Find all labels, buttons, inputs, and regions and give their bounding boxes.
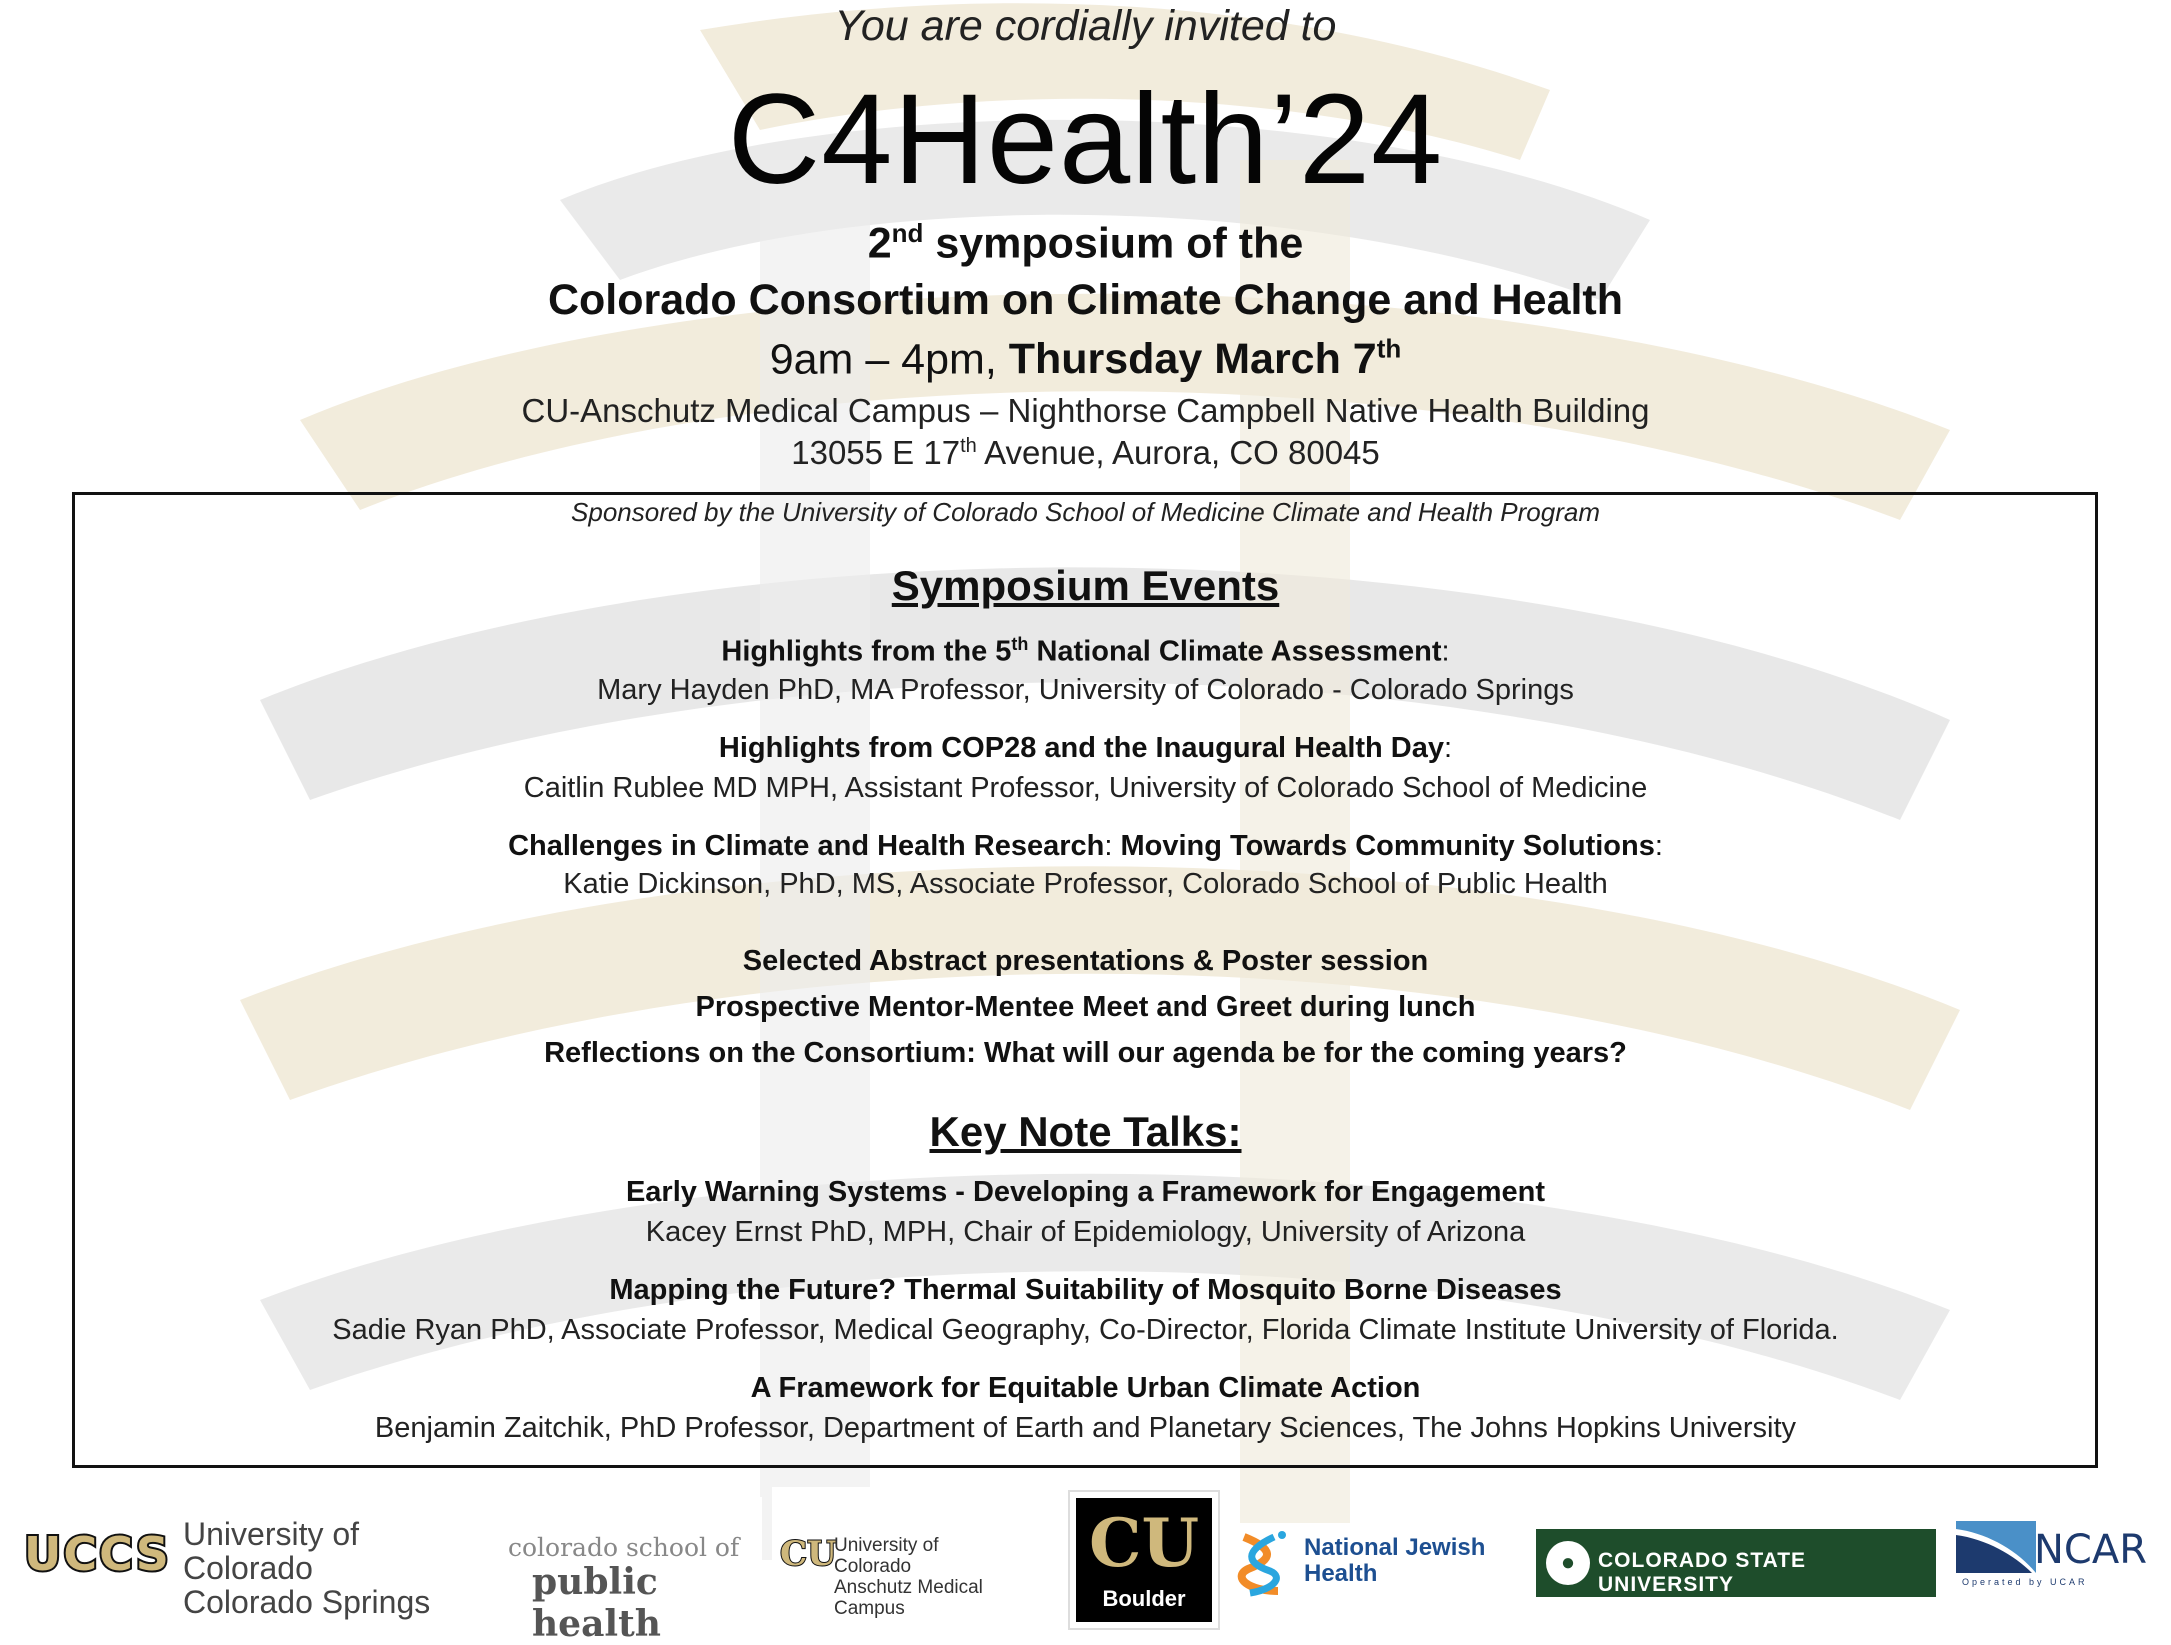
event-address [0,434,2171,472]
symposium-line [0,218,2171,268]
nj-name [1304,1535,1485,1587]
talk-3-sep: : [1104,830,1121,862]
nj-line2: Health [1304,1560,1378,1587]
talk-1-title-suffix: th [1011,634,1029,654]
talk-1-title-post: National Climate Assessment [1028,635,1442,668]
talk-1-title-pre: Highlights from the 5 [721,635,1012,668]
symposium-ordinal-suffix: nd [891,218,924,248]
talk-3-speaker: Katie Dickinson, PhD, MS, Associate Professor, Colorado School of Public Health [563,868,1608,900]
talk-3-colon: : [1654,830,1663,862]
address-pre: 13055 E 17 [791,434,961,471]
event-item: Reflections on the Consortium: What will our agenda be for the coming years? [544,1037,1627,1069]
cu-mark-icon: CU [780,1534,837,1574]
ncar-swoosh-icon [1956,1519,2036,1573]
csph-line2: public health [532,1561,661,1645]
keynote-title: Mapping the Future? Thermal Suitability of Mosquito Borne Diseases [609,1274,1562,1306]
csu-name: COLORADO STATE UNIVERSITY [1598,1549,1807,1596]
invitation-line: You are cordially invited to [834,2,1337,50]
event-day: Thursday March 7 [1008,335,1377,384]
event-title: C4Health’24 [727,68,1444,211]
event-item: Selected Abstract presentations & Poster session [742,945,1429,977]
talk-2-title [0,732,2171,765]
talk-3-title-a: Challenges in Climate and Health Research [508,830,1105,862]
cu-boulder-badge [1076,1498,1212,1622]
ncar-subtitle: Operated by UCAR [1962,1577,2088,1587]
keynote-title: Early Warning Systems - Developing a Framework for Engagement [625,1176,1546,1208]
keynote-heading: Key Note Talks: [929,1108,1242,1155]
address-suffix: th [960,435,977,457]
uccs-name [183,1517,486,1619]
cu-boulder-mark-icon: CU [1088,1504,1200,1582]
ncar-logo [1950,1509,2148,1599]
nj-helix-icon [1234,1529,1290,1599]
csu-ram-icon: ● [1546,1541,1590,1585]
consortium-name: Colorado Consortium on Climate Change and Health [547,276,1624,324]
symposium-events-heading: Symposium Events [891,562,1280,609]
csph-logo [506,1497,762,1645]
event-venue: CU-Anschutz Medical Campus – Nighthorse Campbell Native Health Building [521,392,1650,429]
event-datetime [0,334,2171,384]
sponsor-logos [0,1487,2171,1645]
symposium-rest: symposium of the [923,219,1304,268]
talk-1-colon: : [1441,635,1450,668]
keynote-speaker: Benjamin Zaitchik, PhD Professor, Department of Earth and Planetary Sciences, The Johns Hopkins University [374,1412,1797,1444]
csu-logo [1536,1529,1936,1597]
talk-1-title [0,634,2171,669]
talk-2-title-text: Highlights from COP28 and the Inaugural Health Day [718,732,1445,764]
talk-1-speaker: Mary Hayden PhD, MA Professor, University of Colorado - Colorado Springs [597,674,1574,706]
uccs-wordmark: UCCS [24,1527,171,1581]
cu-anschutz-line2: Anschutz Medical Campus [834,1577,983,1619]
keynote-speaker: Kacey Ernst PhD, MPH, Chair of Epidemiology, University of Arizona [645,1216,1526,1248]
symposium-ordinal: 2 [867,219,892,268]
nj-line1: National Jewish [1304,1534,1486,1561]
uccs-logo [18,1509,486,1620]
event-day-suffix: th [1376,334,1402,364]
cu-anschutz-logo [772,1487,1020,1622]
uccs-line1: University of Colorado [183,1516,360,1586]
talk-2-speaker: Caitlin Rublee MD MPH, Assistant Professor, University of Colorado School of Medicine [523,772,1648,804]
uccs-line2: Colorado Springs [183,1584,431,1620]
keynote-speaker: Sadie Ryan PhD, Associate Professor, Medical Geography, Co-Director, Florida Climate Institute University of Florida. [332,1314,1839,1346]
ncar-name: NCAR [2034,1527,2148,1573]
address-post: Avenue, Aurora, CO 80045 [976,434,1380,471]
cu-anschutz-name [834,1535,1020,1619]
cu-boulder-logo [1068,1490,1220,1630]
keynote-title: A Framework for Equitable Urban Climate Action [750,1372,1421,1404]
talk-2-colon: : [1444,732,1453,764]
cu-anschutz-line1: University of Colorado [834,1535,939,1577]
talk-3-title [0,830,2171,863]
cu-boulder-label: Boulder [1102,1586,1186,1611]
talk-3-title-b: Moving Towards Community Solutions [1120,830,1655,862]
event-item: Prospective Mentor-Mentee Meet and Greet during lunch [695,991,1476,1023]
event-time: 9am – 4pm, [769,335,1009,384]
sponsor-line: Sponsored by the University of Colorado School of Medicine Climate and Health Program [571,497,1600,527]
csph-line1: colorado school of [508,1533,740,1562]
national-jewish-health-logo [1230,1523,1516,1605]
